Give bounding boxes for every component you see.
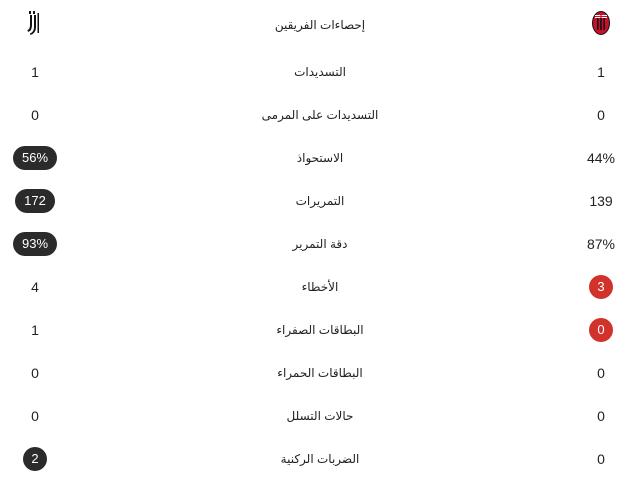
right-team-value-highlight: 0 (589, 318, 613, 342)
right-team-value: 1 (597, 63, 605, 80)
stat-row-yellow-cards (0, 308, 640, 351)
stat-label: دقة التمرير (292, 236, 348, 251)
stat-row-shots (0, 50, 640, 93)
left-team-value-highlight: 93% (13, 232, 57, 256)
right-team-value-highlight: 3 (589, 275, 613, 299)
left-team-value: 4 (31, 278, 39, 295)
stat-row-shots-on-target (0, 93, 640, 136)
left-team-value: 0 (31, 364, 39, 381)
stat-label: الأخطاء (301, 279, 339, 294)
stat-row-corners (0, 437, 640, 480)
left-team-logo-cell (0, 0, 70, 50)
left-team-value-highlight: 56% (13, 146, 57, 170)
stat-label: الضربات الركنية (280, 451, 360, 466)
right-team-value: 0 (597, 106, 605, 123)
left-team-value: 1 (31, 321, 39, 338)
stat-label: التسديدات (294, 64, 346, 79)
right-team-value: 87% (586, 235, 616, 252)
stat-label: الاستحواذ (296, 150, 344, 165)
stat-label: البطاقات الحمراء (277, 365, 363, 380)
stat-label: التمريرات (295, 193, 345, 208)
right-team-value: 139 (589, 192, 613, 209)
right-team-logo-cell (566, 0, 636, 50)
left-team-value-highlight: 2 (23, 447, 47, 471)
right-team-value: 0 (597, 450, 605, 467)
stat-label: حالات التسلل (286, 408, 354, 423)
stat-label: التسديدات على المرمى (261, 107, 379, 122)
ac-milan-logo-icon (592, 11, 610, 40)
right-team-value: 0 (597, 407, 605, 424)
stat-label: البطاقات الصفراء (276, 322, 364, 337)
stat-row-offsides (0, 394, 640, 437)
stat-row-pass-accuracy (0, 222, 640, 265)
stat-row-passes (0, 179, 640, 222)
left-team-value: 0 (31, 407, 39, 424)
right-team-value: 0 (597, 364, 605, 381)
stat-row-possession (0, 136, 640, 179)
juventus-logo-icon (27, 11, 43, 40)
stat-row-red-cards (0, 351, 640, 394)
stats-title: إحصاءات الفريقين (274, 18, 366, 32)
left-team-value: 1 (31, 63, 39, 80)
left-team-value: 0 (31, 106, 39, 123)
right-team-value: 44% (586, 149, 616, 166)
stats-header-row (0, 0, 640, 50)
stat-row-fouls (0, 265, 640, 308)
left-team-value-highlight: 172 (15, 189, 55, 213)
